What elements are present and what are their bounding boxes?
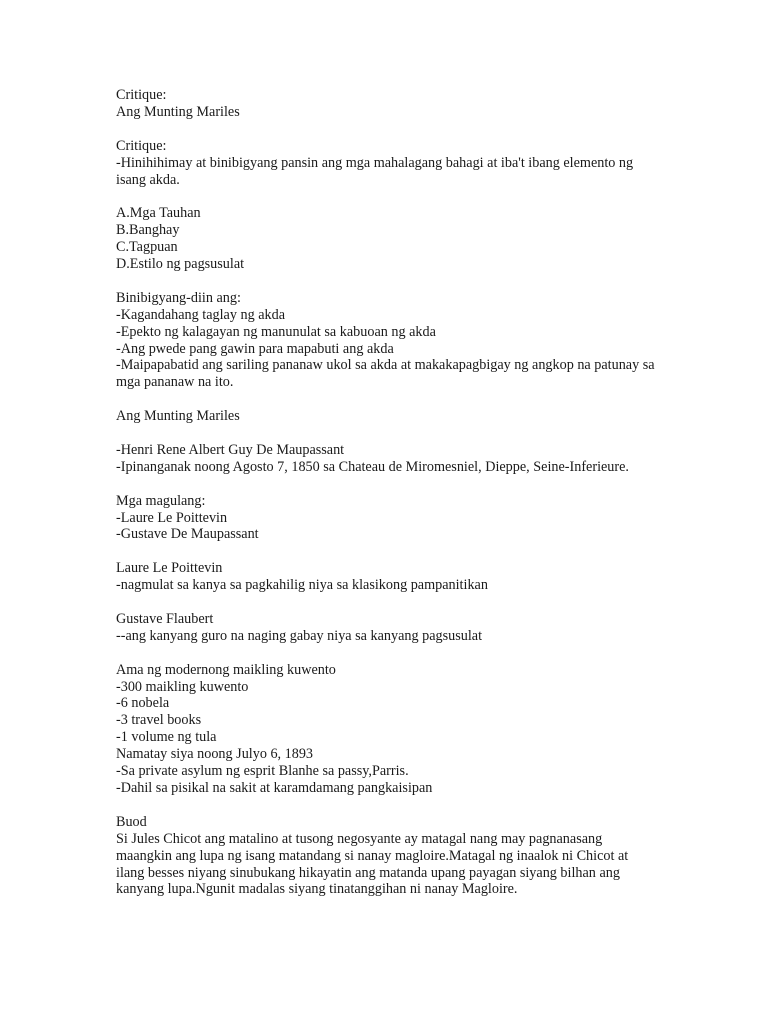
critique-text: -Hinihihimay at binibigyang pansin ang mga mahalagang bahagi at iba't ibang elemento ng isang akda.: [116, 154, 634, 188]
list-item: -3 travel books: [116, 712, 202, 729]
list-item: -Laure Le Poittevin: [116, 509, 228, 526]
list-item: C.Tagpuan: [116, 239, 178, 256]
list-item: -Kagandahang taglay ng akda: [116, 306, 285, 323]
mother-desc: -nagmulat sa kanya sa pagkahilig niya sa klasikong pampanitikan: [116, 577, 488, 594]
mother-name: Laure Le Poittevin: [116, 560, 223, 577]
emphasis-section: [116, 290, 656, 391]
summary-text: Si Jules Chicot ang matalino at tusong negosyante ay matagal nang may pagnanasang maangkin ang lupa ng isang matandang si nanay magloire.Matagal ng inaalok ni Chicot at ilang besses niyang sinubukang hikayatin ang matanda upang payagan siyang bilhan ang kanyang lupa.Ngunit madalas siyang tinatanggihan ni nanay Magloire.: [116, 830, 629, 898]
critique-heading: Critique:: [116, 137, 167, 154]
summary-section: [116, 814, 656, 899]
mother-section: [116, 560, 656, 594]
parents-heading: Mga magulang:: [116, 492, 206, 509]
author-name: -Henri Rene Albert Guy De Maupassant: [116, 441, 345, 458]
mentor-name: Gustave Flaubert: [116, 610, 214, 627]
list-item: -Dahil sa pisikal na sakit at karamdamang pangkaisipan: [116, 780, 433, 797]
author-birth: -Ipinanganak noong Agosto 7, 1850 sa Chateau de Miromesniel, Dieppe, Seine-Inferieure.: [116, 458, 629, 475]
story-title: Ang Munting Mariles: [116, 408, 240, 425]
list-item: -Epekto ng kalagayan ng manunulat sa kabuoan ng akda: [116, 323, 436, 340]
list-item: -6 nobela: [116, 695, 170, 712]
document-header: [116, 87, 656, 121]
list-item: -Gustave De Maupassant: [116, 526, 259, 543]
author-section: [116, 442, 656, 476]
elements-list: [116, 205, 656, 273]
mentor-section: [116, 611, 656, 645]
critique-definition: [116, 138, 656, 189]
list-item: D.Estilo ng pagsusulat: [116, 256, 245, 273]
document-page: [116, 87, 656, 915]
works-section: [116, 662, 656, 797]
summary-heading: Buod: [116, 813, 147, 830]
list-item: -300 maikling kuwento: [116, 678, 249, 695]
list-item: Namatay siya noong Julyo 6, 1893: [116, 746, 314, 763]
emphasis-heading: Binibigyang-diin ang:: [116, 289, 241, 306]
list-item: A.Mga Tauhan: [116, 205, 201, 222]
list-item: -Ang pwede pang gawin para mapabuti ang akda: [116, 340, 394, 357]
works-heading: Ama ng modernong maikling kuwento: [116, 661, 336, 678]
mentor-desc: --ang kanyang guro na naging gabay niya sa kanyang pagsusulat: [116, 627, 483, 644]
list-item: -Sa private asylum ng esprit Blanhe sa passy,Parris.: [116, 763, 409, 780]
header-title: Ang Munting Mariles: [116, 103, 240, 120]
list-item: -Maipapabatid ang sariling pananaw ukol sa akda at makakapagbigay ng angkop na patunay sa mga pananaw na ito.: [116, 357, 655, 391]
list-item: B.Banghay: [116, 222, 180, 239]
list-item: -1 volume ng tula: [116, 729, 217, 746]
header-label: Critique:: [116, 87, 167, 103]
parents-section: [116, 493, 656, 544]
story-title-block: [116, 408, 656, 425]
